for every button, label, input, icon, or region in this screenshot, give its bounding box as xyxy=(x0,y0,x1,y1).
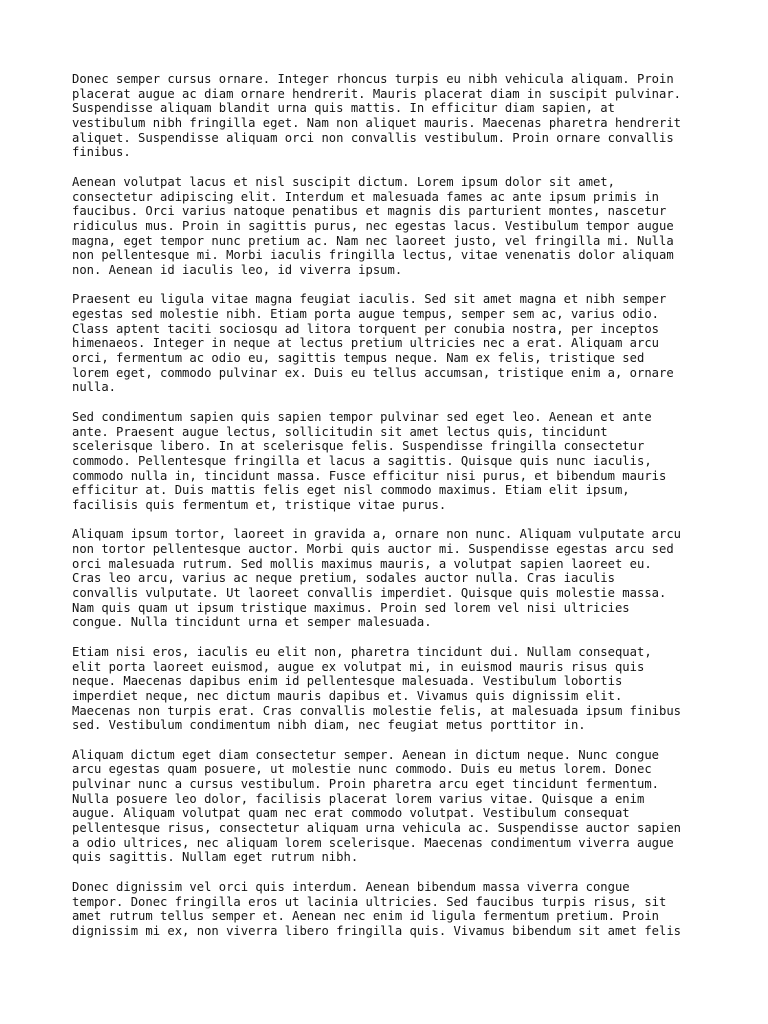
paragraph-line: sed. Vestibulum condimentum nibh diam, nec feugiat metus porttitor in. xyxy=(72,718,586,733)
paragraph-line: nulla. xyxy=(72,380,117,395)
paragraph-line: quis sagittis. Nullam eget rutrum nibh. xyxy=(72,850,359,865)
paragraph-line: finibus. xyxy=(72,145,131,160)
paragraph-line: aliquet. Suspendisse aliquam orci non convallis vestibulum. Proin ornare convallis xyxy=(72,130,674,145)
paragraph-line: Etiam nisi eros, iaculis eu elit non, pharetra tincidunt dui. Nullam consequat, xyxy=(72,644,652,659)
paragraph-line: Maecenas non turpis erat. Cras convallis molestie felis, at malesuada ipsum finibus xyxy=(72,703,682,718)
paragraph-4 xyxy=(72,410,712,513)
paragraph-line: neque. Maecenas dapibus enim id pellentesque malesuada. Vestibulum lobortis xyxy=(72,674,623,689)
paragraph-line: tempor. Donec fringilla eros ut lacinia ultricies. Sed faucibus turpis risus, sit xyxy=(72,894,667,909)
paragraph-line: non pellentesque mi. Morbi iaculis fringilla lectus, vitae venenatis dolor aliquam xyxy=(72,248,674,263)
paragraph-1 xyxy=(72,72,712,160)
paragraph-line: imperdiet neque, nec dictum mauris dapibus et. Vivamus quis dignissim elit. xyxy=(72,688,623,703)
paragraph-line: orci, fermentum ac odio eu, sagittis tempus neque. Nam ex felis, tristique sed xyxy=(72,351,645,366)
paragraph-line: Cras leo arcu, varius ac neque pretium, sodales auctor nulla. Cras iaculis xyxy=(72,571,615,586)
paragraph-line: Donec dignissim vel orci quis interdum. Aenean bibendum massa viverra congue xyxy=(72,879,630,894)
paragraph-5 xyxy=(72,527,712,630)
paragraph-line: ridiculus mus. Proin in sagittis purus, nec egestas lacus. Vestibulum tempor augue xyxy=(72,218,674,233)
paragraph-line: commodo. Pellentesque fringilla et lacus a sagittis. Quisque quis nunc iaculis, xyxy=(72,453,652,468)
paragraph-line: pellentesque risus, consectetur aliquam urna vehicula ac. Suspendisse auctor sapien xyxy=(72,821,682,836)
paragraph-line: non tortor pellentesque auctor. Morbi quis auctor mi. Suspendisse egestas arcu sed xyxy=(72,542,674,556)
paragraph-line: Sed condimentum sapien quis sapien tempor pulvinar sed eget leo. Aenean et ante xyxy=(72,409,652,424)
paragraph-line: Nam quis quam ut ipsum tristique maximus. Proin sed lorem vel nisi ultricies xyxy=(72,600,630,615)
paragraph-line: non. Aenean id iaculis leo, id viverra ipsum. xyxy=(72,262,403,277)
paragraph-line: faucibus. Orci varius natoque penatibus et magnis dis parturient montes, nascetur xyxy=(72,204,667,219)
paragraph-line: Aenean volutpat lacus et nisl suscipit dictum. Lorem ipsum dolor sit amet, xyxy=(72,174,615,189)
paragraph-line: Aliquam dictum eget diam consectetur semper. Aenean in dictum neque. Nunc congue xyxy=(72,747,659,762)
paragraph-line: orci malesuada rutrum. Sed mollis maximus mauris, a volutpat sapien laoreet eu. xyxy=(72,556,652,571)
paragraph-line: convallis vulputate. Ut laoreet convallis imperdiet. Quisque quis molestie massa. xyxy=(72,586,667,601)
paragraph-line: himenaeos. Integer in neque at lectus pretium ultricies nec a erat. Aliquam arcu xyxy=(72,336,659,351)
paragraph-line: a odio ultrices, nec aliquam lorem scelerisque. Maecenas condimentum viverra augue xyxy=(72,835,674,850)
paragraph-8 xyxy=(72,880,712,939)
paragraph-line: facilisis quis fermentum et, tristique vitae purus. xyxy=(72,497,447,512)
paragraph-line: commodo nulla in, tincidunt massa. Fusce efficitur nisi purus, et bibendum mauris xyxy=(72,468,667,483)
paragraph-line: Aliquam ipsum tortor, laoreet in gravida a, ornare non nunc. Aliquam vulputate arcu xyxy=(72,527,682,542)
paragraph-line: elit porta laoreet euismod, augue ex volutpat mi, in euismod mauris risus quis xyxy=(72,659,645,674)
paragraph-6 xyxy=(72,645,712,733)
paragraph-line: egestas sed molestie nibh. Etiam porta augue tempus, semper sem ac, varius odio. xyxy=(72,307,659,321)
paragraph-line: placerat augue ac diam ornare hendrerit. Mauris placerat diam in suscipit pulvinar. xyxy=(72,86,682,101)
paragraph-line: Suspendisse aliquam blandit urna quis mattis. In efficitur diam sapien, at xyxy=(72,101,615,116)
paragraph-line: magna, eget tempor nunc pretium ac. Nam nec laoreet justo, vel fringilla mi. Nulla xyxy=(72,233,674,248)
paragraph-7 xyxy=(72,748,712,866)
document-body xyxy=(72,72,712,953)
paragraph-line: pulvinar nunc a cursus vestibulum. Proin pharetra arcu eget tincidunt fermentum. xyxy=(72,777,659,791)
paragraph-line: amet rutrum tellus semper et. Aenean nec enim id ligula fermentum pretium. Proin xyxy=(72,909,659,924)
paragraph-line: Class aptent taciti sociosqu ad litora torquent per conubia nostra, per inceptos xyxy=(72,321,659,336)
paragraph-line: consectetur adipiscing elit. Interdum et malesuada fames ac ante ipsum primis in xyxy=(72,189,659,204)
paragraph-line: Praesent eu ligula vitae magna feugiat iaculis. Sed sit amet magna et nibh semper xyxy=(72,292,667,307)
paragraph-line: ante. Praesent augue lectus, sollicitudin sit amet lectus quis, tincidunt xyxy=(72,424,608,439)
paragraph-2 xyxy=(72,175,712,278)
paragraph-line: scelerisque libero. In at scelerisque felis. Suspendisse fringilla consectetur xyxy=(72,439,645,454)
paragraph-line: vestibulum nibh fringilla eget. Nam non aliquet mauris. Maecenas pharetra hendrerit xyxy=(72,116,682,131)
paragraph-line: lorem eget, commodo pulvinar ex. Duis eu tellus accumsan, tristique enim a, ornare xyxy=(72,365,674,380)
paragraph-line: Nulla posuere leo dolor, facilisis placerat lorem varius vitae. Quisque a enim xyxy=(72,791,645,806)
paragraph-line: Donec semper cursus ornare. Integer rhoncus turpis eu nibh vehicula aliquam. Proin xyxy=(72,72,674,86)
paragraph-3 xyxy=(72,292,712,395)
paragraph-line: augue. Aliquam volutpat quam nec erat commodo volutpat. Vestibulum consequat xyxy=(72,806,630,821)
paragraph-line: congue. Nulla tincidunt urna et semper malesuada. xyxy=(72,615,432,630)
paragraph-line: efficitur at. Duis mattis felis eget nisl commodo maximus. Etiam elit ipsum, xyxy=(72,483,630,498)
paragraph-line: arcu egestas quam posuere, ut molestie nunc commodo. Duis eu metus lorem. Donec xyxy=(72,762,652,777)
paragraph-line: dignissim mi ex, non viverra libero fringilla quis. Vivamus bibendum sit amet felis xyxy=(72,923,682,938)
